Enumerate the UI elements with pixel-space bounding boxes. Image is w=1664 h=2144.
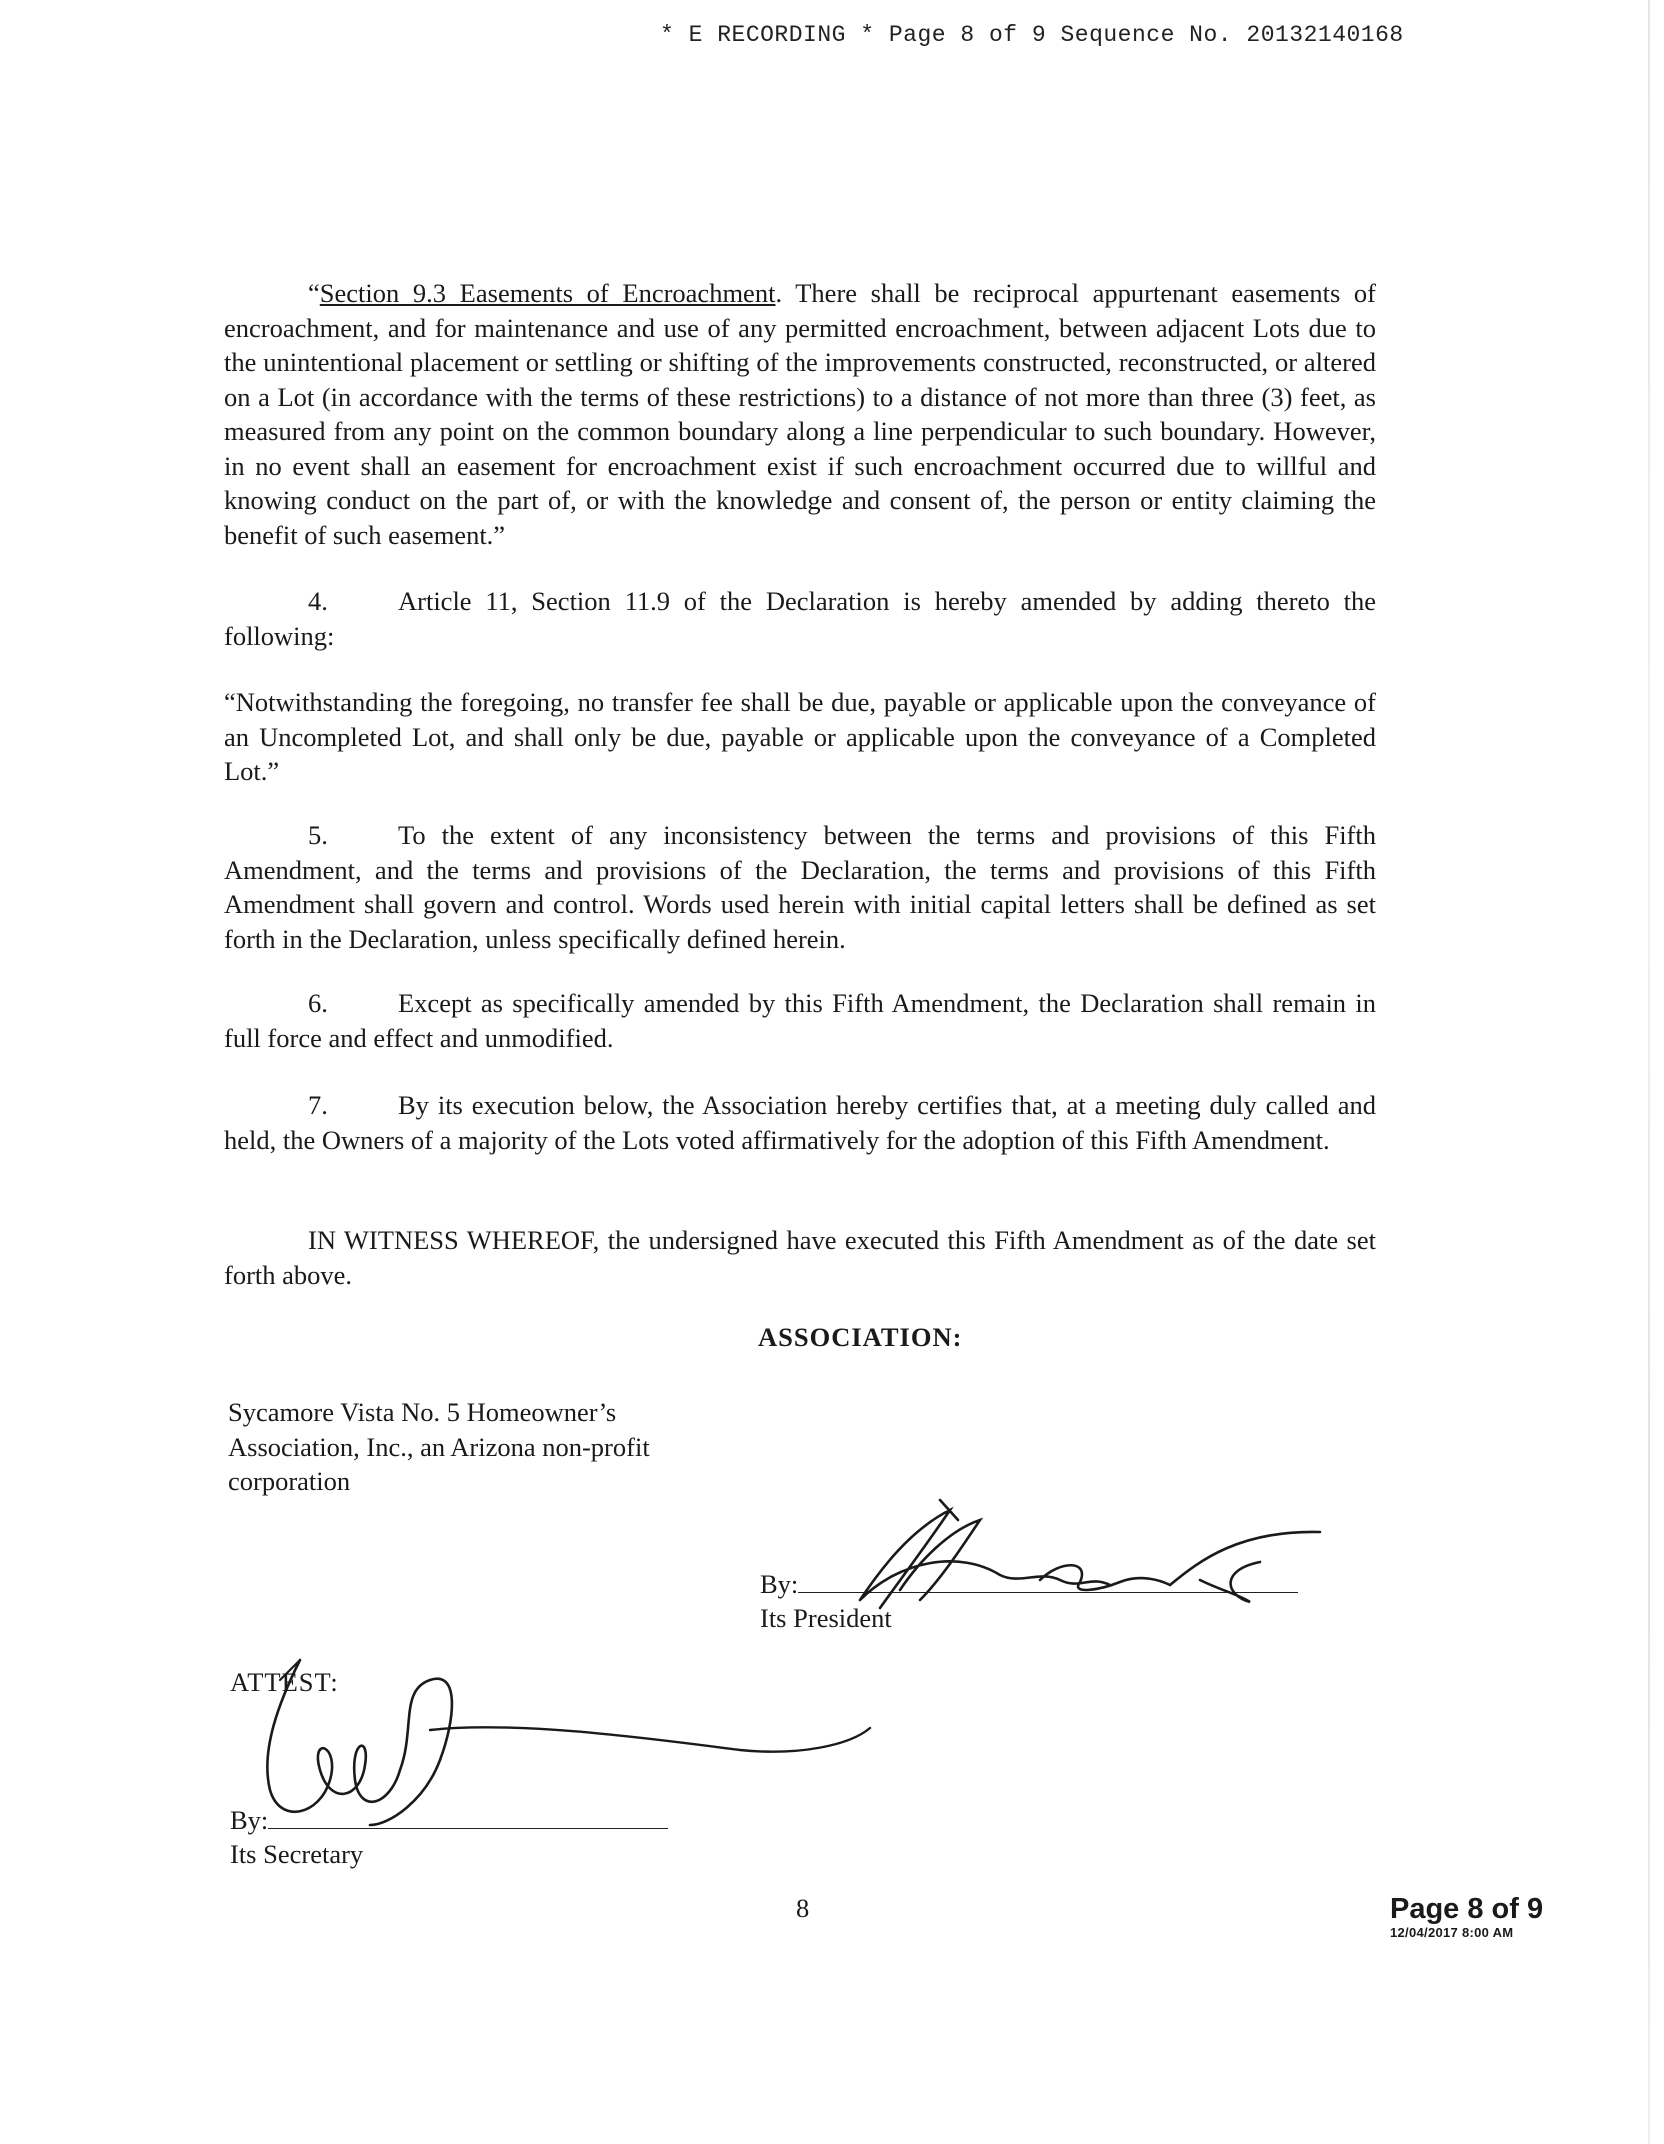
paragraph-text: Except as specifically amended by this Fifth Amendment, the Declaration shall remain in full force and effect and unmodified.: [224, 988, 1376, 1053]
association-name-line: Association, Inc., an Arizona non-profit: [228, 1431, 650, 1462]
by-label: By:: [760, 1569, 799, 1599]
association-name: [228, 1395, 748, 1499]
paragraph-text: Article 11, Section 11.9 of the Declaration is hereby amended by adding thereto the following:: [224, 586, 1376, 651]
paragraph-7: [224, 1088, 1376, 1157]
association-name-line: Sycamore Vista No. 5 Homeowner’s: [228, 1397, 617, 1427]
paragraph-number: 6.: [308, 988, 328, 1018]
open-quote: “: [308, 278, 320, 308]
recording-stamp: * E RECORDING * Page 8 of 9 Sequence No. 20132140168: [660, 22, 1404, 48]
secretary-title: Its Secretary: [230, 1839, 364, 1869]
scan-edge: [1648, 0, 1650, 2144]
paragraph-text: To the extent of any inconsistency between the terms and provisions of this Fifth Amendment, and the terms and provisions of the Declaration, the terms and provisions of this Fifth Amendment shall govern and control. Words used herein with initial capital letters shall be defined as set forth in the Declaration, unless specifically defined herein.: [224, 820, 1376, 954]
transfer-fee-text: “Notwithstanding the foregoing, no transfer fee shall be due, payable or applicable upon the conveyance of an Uncompleted Lot, and shall only be due, payable or applicable upon the conveyance of a Completed Lot.”: [224, 687, 1376, 786]
paragraph-number: 7.: [308, 1090, 328, 1120]
witness-paragraph: [224, 1223, 1376, 1292]
paragraph-4: [224, 584, 1376, 653]
president-title: Its President: [760, 1603, 892, 1633]
attest-label: ATTEST:: [230, 1667, 339, 1697]
footer-page-of: Page 8 of 9: [1390, 1893, 1544, 1925]
paragraph-6: [224, 986, 1376, 1055]
witness-text: IN WITNESS WHEREOF, the undersigned have executed this Fifth Amendment as of the date set forth above.: [224, 1225, 1376, 1290]
president-signature: [840, 1490, 1360, 1620]
transfer-fee-quote: [224, 685, 1376, 789]
secretary-signature-block: [230, 1803, 668, 1871]
signature-line: [268, 1808, 668, 1829]
paragraph-text: By its execution below, the Association hereby certifies that, at a meeting duly called and held, the Owners of a majority of the Lots voted affirmatively for the adoption of this Fifth Amendment.: [224, 1090, 1376, 1155]
association-name-line: corporation: [228, 1466, 351, 1496]
section-9-3-text: . There shall be reciprocal appurtenant easements of encroachment, and for maintenance and use of any permitted encroachment, between adjacent Lots due to the unintentional placement or settling or shifting of the improvements constructed, reconstructed, or altered on a Lot (in accordance with the terms of these restrictions) to a distance of not more than three (3) feet, as measured from any point on the common boundary along a line perpendicular to such boundary. However, in no event shall an easement for encroachment exist if such encroachment occurred due to willful and knowing conduct on the part of, or with the knowledge and consent of, the person or entity claiming the benefit of such easement.”: [224, 278, 1376, 550]
paragraph-number: 5.: [308, 820, 328, 850]
by-label: By:: [230, 1805, 269, 1835]
section-9-3-paragraph: [224, 276, 1376, 552]
footer-timestamp: 12/04/2017 8:00 AM: [1390, 1925, 1514, 1940]
paragraph-5: [224, 818, 1376, 956]
association-heading: ASSOCIATION:: [758, 1322, 963, 1352]
page-number: 8: [796, 1893, 810, 1923]
section-9-3-title: Section 9.3 Easements of Encroachment: [319, 278, 776, 308]
paragraph-number: 4.: [308, 586, 328, 616]
footer-page-stamp: [1390, 1893, 1543, 1941]
